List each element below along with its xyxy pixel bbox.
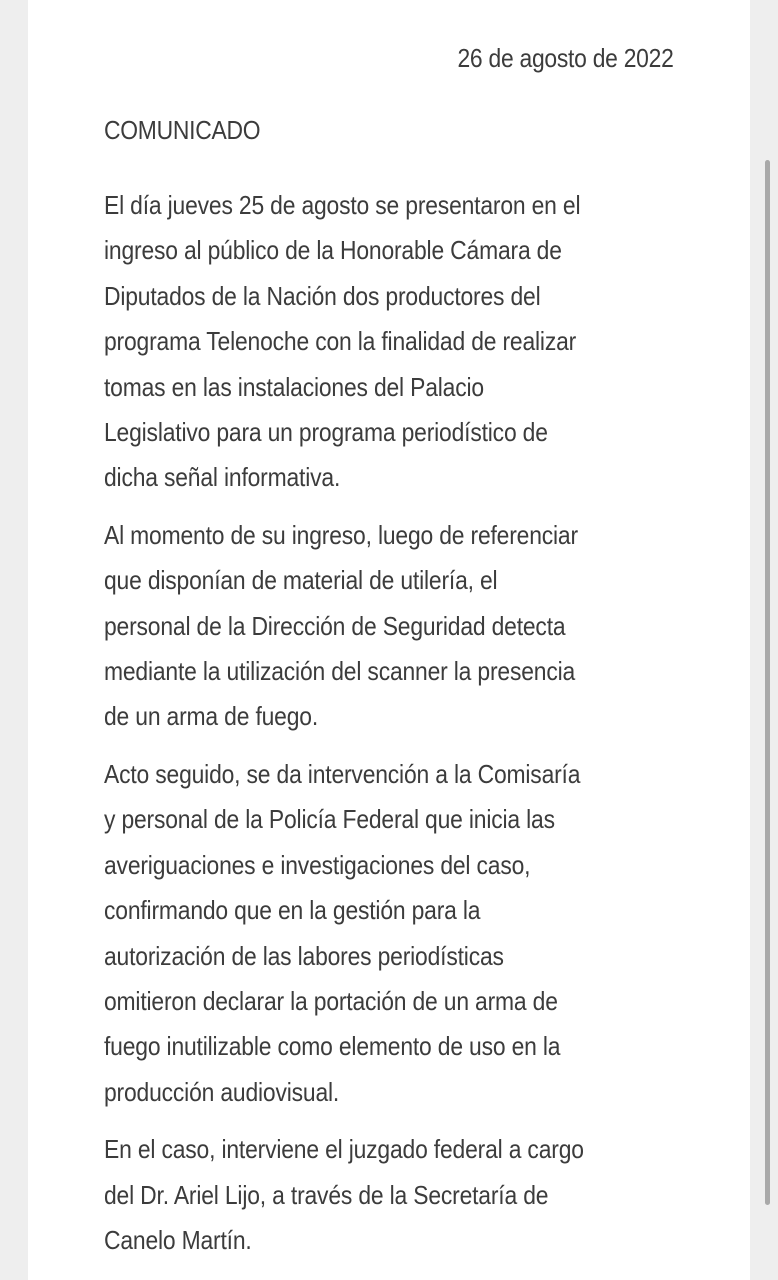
text-line: En el caso, interviene el juzgado federal a cargo [104,1134,584,1165]
text-line: confirmando que en la gestión para la [104,895,481,926]
text-line: autorización de las labores periodísticas [104,940,504,971]
text-line: programa Telenoche con la finalidad de realizar [104,326,577,357]
text-line: Canelo Martín. [104,1224,252,1255]
text-line: Al momento de su ingreso, luego de referenciar [104,519,578,550]
text-line: averiguaciones e investigaciones del caso, [104,849,531,880]
text-line: que disponían de material de utilería, el [104,565,498,596]
text-line: Diputados de la Nación dos productores del [104,280,541,311]
document-page [28,0,750,1280]
text-line: omitieron declarar la portación de un arma de [104,985,558,1016]
text-line: producción audiovisual. [104,1076,340,1107]
vertical-scrollbar[interactable] [765,160,770,1205]
document-body [104,183,667,1275]
text-line: de un arma de fuego. [104,701,319,732]
text-line: Legislativo para un programa periodístico de [104,417,548,448]
paragraph-2 [104,513,667,740]
text-line: Acto seguido, se da intervención a la Comisaría [104,758,581,789]
text-line: tomas en las instalaciones del Palacio [104,371,484,402]
document-heading: COMUNICADO [104,115,261,145]
paragraph-3 [104,752,667,1115]
text-line: El día jueves 25 de agosto se presentaron en el [104,190,581,220]
text-line: fuego inutilizable como elemento de uso en la [104,1031,561,1062]
text-line: personal de la Dirección de Seguridad detecta [104,610,566,641]
text-line: dicha señal informativa. [104,462,341,493]
paragraph-1 [104,183,667,501]
paragraph-4 [104,1127,667,1263]
document-date: 26 de agosto de 2022 [457,43,674,73]
text-line: mediante la utilización del scanner la presencia [104,656,576,687]
text-line: del Dr. Ariel Lijo, a través de la Secretaría de [104,1179,549,1210]
text-line: ingreso al público de la Honorable Cámara de [104,235,562,266]
text-line: y personal de la Policía Federal que inicia las [104,804,555,835]
